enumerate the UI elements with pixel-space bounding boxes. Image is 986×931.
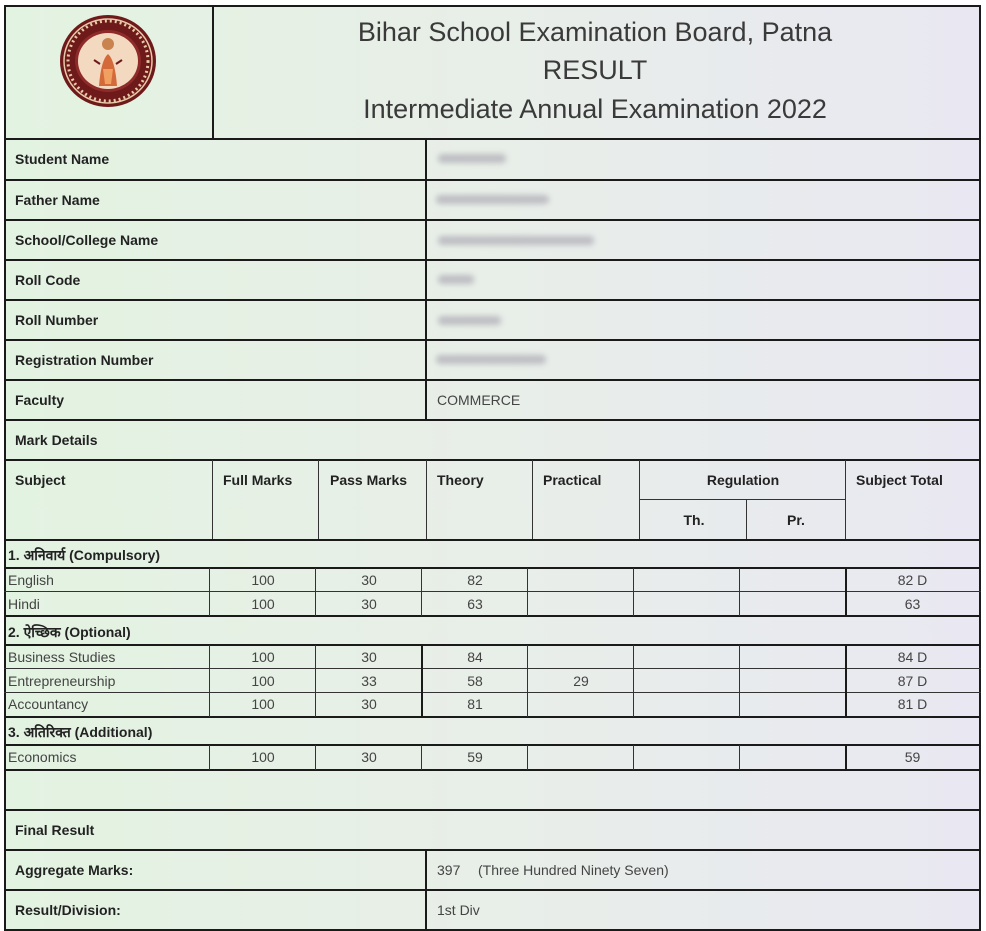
father-name-redacted <box>436 195 549 204</box>
result-title: RESULT <box>542 55 648 85</box>
subject-total: 84 D <box>897 649 928 665</box>
subject-name: Accountancy <box>8 696 89 712</box>
col-theory: Theory <box>437 472 484 488</box>
col-practical: Practical <box>543 472 602 488</box>
roll-code-label: Roll Code <box>15 272 81 288</box>
subject-total: 82 D <box>897 572 928 588</box>
school-name-redacted <box>438 236 594 245</box>
subject-name: English <box>8 572 54 588</box>
registration-number-label: Registration Number <box>15 352 154 368</box>
col-subject-total: Subject Total <box>856 472 943 488</box>
exam-name: Intermediate Annual Examination 2022 <box>363 94 827 124</box>
faculty-value: COMMERCE <box>437 392 521 408</box>
registration-number-redacted <box>436 355 546 364</box>
full-marks: 100 <box>251 572 275 588</box>
subject-name: Business Studies <box>8 649 116 665</box>
pass-marks: 33 <box>361 673 377 689</box>
father-name-label: Father Name <box>15 192 100 208</box>
col-full-marks: Full Marks <box>223 472 293 488</box>
subject-total: 81 D <box>897 696 928 712</box>
result-sheet <box>4 5 980 931</box>
aggregate-marks-value: 397 <box>437 862 461 878</box>
subject-name: Hindi <box>8 596 40 612</box>
practical-marks: 29 <box>573 673 589 689</box>
subject-total: 59 <box>904 749 921 765</box>
col-reg-th: Th. <box>683 512 705 528</box>
student-name-redacted <box>438 154 506 163</box>
theory-marks: 59 <box>467 749 483 765</box>
col-pass-marks: Pass Marks <box>330 472 408 488</box>
col-subject: Subject <box>15 472 66 488</box>
full-marks: 100 <box>251 596 275 612</box>
aggregate-marks-words: (Three Hundred Ninety Seven) <box>478 862 669 878</box>
board-logo <box>59 14 157 108</box>
theory-marks: 82 <box>467 572 483 588</box>
full-marks: 100 <box>251 749 275 765</box>
subject-total: 63 <box>904 596 921 612</box>
full-marks: 100 <box>251 673 275 689</box>
final-result-label: Final Result <box>15 822 95 838</box>
aggregate-marks-label: Aggregate Marks: <box>15 862 134 878</box>
result-division-value: 1st Div <box>437 902 480 918</box>
result-division-label: Result/Division: <box>15 902 121 918</box>
pass-marks: 30 <box>361 596 377 612</box>
bseb-seal-icon <box>59 14 157 108</box>
mark-details-label: Mark Details <box>15 432 98 448</box>
col-reg-pr: Pr. <box>787 512 805 528</box>
pass-marks: 30 <box>361 696 377 712</box>
roll-number-label: Roll Number <box>15 312 99 328</box>
subject-total: 87 D <box>897 673 928 689</box>
theory-marks: 81 <box>467 696 483 712</box>
group-additional: 3. अतिरिक्त (Additional) <box>8 724 153 740</box>
col-regulation: Regulation <box>706 472 780 488</box>
school-name-label: School/College Name <box>15 232 159 248</box>
roll-code-redacted <box>438 275 474 284</box>
theory-marks: 58 <box>467 673 483 689</box>
board-name: Bihar School Examination Board, Patna <box>357 17 833 47</box>
subject-name: Entrepreneurship <box>8 673 116 689</box>
theory-marks: 63 <box>467 596 483 612</box>
subject-name: Economics <box>8 749 77 765</box>
pass-marks: 30 <box>361 649 377 665</box>
faculty-label: Faculty <box>15 392 65 408</box>
full-marks: 100 <box>251 649 275 665</box>
theory-marks: 84 <box>467 649 483 665</box>
pass-marks: 30 <box>361 572 377 588</box>
student-name-label: Student Name <box>15 151 110 167</box>
group-optional: 2. ऐच्छिक (Optional) <box>8 624 131 640</box>
group-compulsory: 1. अनिवार्य (Compulsory) <box>8 547 161 563</box>
roll-number-redacted <box>438 316 501 325</box>
pass-marks: 30 <box>361 749 377 765</box>
full-marks: 100 <box>251 696 275 712</box>
